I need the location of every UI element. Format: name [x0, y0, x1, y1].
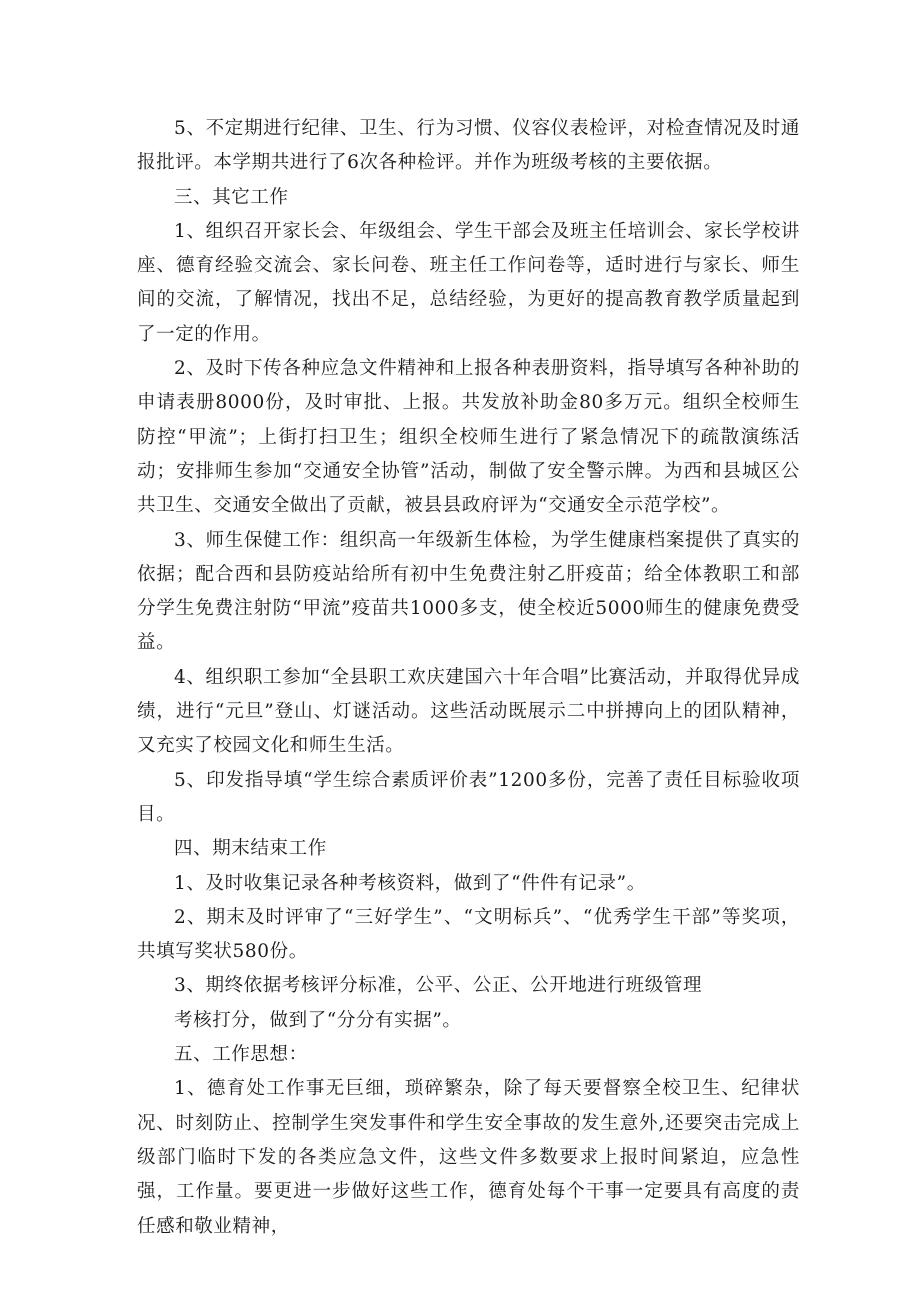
paragraph-scoring: 考核打分，做到了“分分有实据”。	[174, 1009, 462, 1031]
paragraph-class-management: 3、期终依据考核评分标准，公平、公正、公开地进行班级管理	[174, 975, 703, 997]
paragraph-collect-records: 1、及时收集记录各种考核资料，做到了“件件有记录”。	[174, 872, 646, 894]
paragraph-evaluation-forms: 5、印发指导填“学生综合素质评价表”1200多份，完善了责任目标验收项目。	[137, 769, 800, 825]
paragraph-awards: 2、期末及时评审了“三好学生”、“文明标兵”、“优秀学生干部”等奖项，共填写奖状580份。	[137, 906, 800, 963]
paragraph-choir-activity: 4、组织职工参加“全县职工欢庆建国六十年合唱”比赛活动，并取得优异成绩，进行“元旦”登山、灯谜活动。这些活动既展示二中拼搏向上的团队精神，又充实了校园文化和师生生活。	[137, 666, 800, 757]
paragraph-moral-education-office: 1、德育处工作事无巨细，琐碎繁杂，除了每天要督察全校卫生、纪律状况、时刻防止、控制学生突发事件和学生安全事故的发生意外,还要突击完成上级部门临时下发的各类应急文件，这些文件多数要求上报时间紧迫，应急性强，工作量。要更进一步做好这些工作，德育处每个干事一定要具有高度的责任感和敬业精神，	[137, 1078, 800, 1237]
paragraph-health-care: 3、师生保健工作：组织高一年级新生体检，为学生健康档案提供了真实的依据；配合西和县防疫站给所有初中生免费注射乙肝疫苗；给全体教职工和部分学生免费注射防“甲流”疫苗共1000多支，使全校近5000师生的健康免费受益。	[137, 529, 800, 654]
document-body	[137, 112, 800, 1244]
paragraph-meetings: 1、组织召开家长会、年级组会、学生干部会及班主任培训会、家长学校讲座、德育经验交流会、家长问卷、班主任工作问卷等，适时进行与家长、师生间的交流，了解情况，找出不足，总结经验，为更好的提高教育教学质量起到了一定的作用。	[137, 220, 800, 345]
section-heading-work-thoughts: 五、工作思想：	[174, 1044, 308, 1066]
paragraph-emergency-documents: 2、及时下传各种应急文件精神和上报各种表册资料，指导填写各种补助的申请表册8000份，及时审批、上报。共发放补助金80多万元。组织全校师生防控“甲流”；上街打扫卫生；组织全校师生进行了紧急情况下的疏散演练活动；安排师生参加“交通安全协管”活动，制做了安全警示牌。为西和县城区公共卫生、交通安全做出了贡献，被县县政府评为“交通安全示范学校”。	[137, 358, 800, 517]
section-heading-other-work: 三、其它工作	[174, 186, 289, 208]
paragraph-discipline-inspection: 5、不定期进行纪律、卫生、行为习惯、仪容仪表检评，对检查情况及时通报批评。本学期共进行了6次各种检评。并作为班级考核的主要依据。	[137, 118, 800, 174]
section-heading-term-end: 四、期末结束工作	[174, 838, 327, 860]
